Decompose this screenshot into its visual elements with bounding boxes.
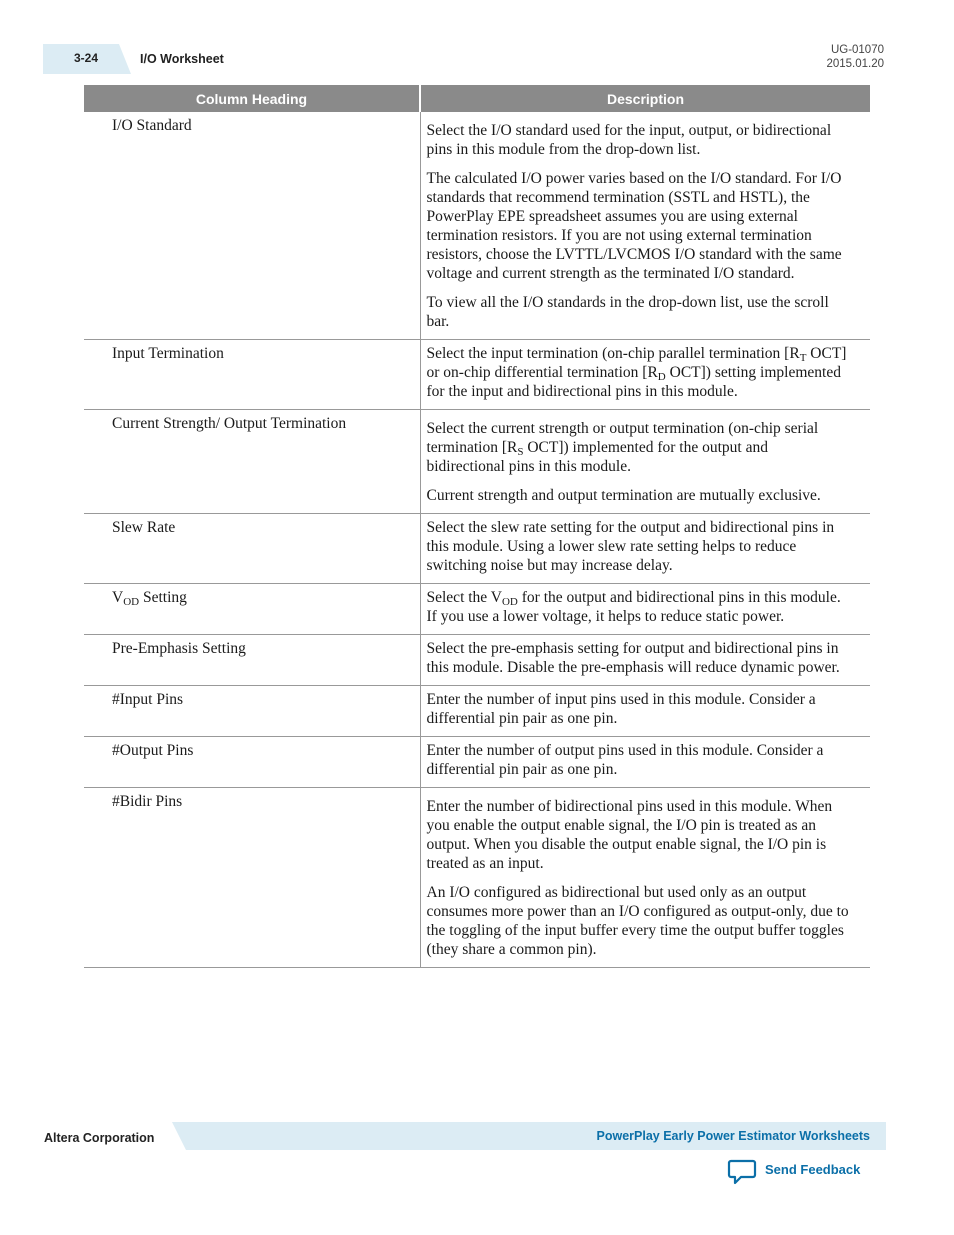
doc-id: UG-01070 xyxy=(830,44,884,56)
doc-info xyxy=(826,43,884,71)
description-paragraph: Select the I/O standard used for the input, output, or bidirectional pins in this module from the drop-down list. xyxy=(426,122,832,158)
io-worksheet-table xyxy=(84,85,870,968)
page-number: 3-24 xyxy=(74,51,99,65)
table-row xyxy=(84,112,870,340)
row-description xyxy=(420,340,870,410)
description-paragraph: An I/O configured as bidirectional but used only as an output consumes more power than an I/O configured as output-only, due to the toggling of the input buffer every time the output buffer toggles (they share a common pin). xyxy=(426,884,849,958)
table-row xyxy=(84,584,870,635)
row-description xyxy=(420,686,870,737)
table-row xyxy=(84,635,870,686)
row-heading: #Input Pins xyxy=(84,686,420,737)
row-description xyxy=(420,788,870,968)
description-paragraph: Select the slew rate setting for the output and bidirectional pins in this module. Using a lower slew rate setting helps to reduce switching noise but may increase delay. xyxy=(426,519,835,574)
table-row xyxy=(84,686,870,737)
description-paragraph: Select the pre-emphasis setting for output and bidirectional pins in this module. Disable the pre-emphasis will reduce dynamic power. xyxy=(426,640,840,676)
description-paragraph: The calculated I/O power varies based on the I/O standard. For I/O standards that recommend termination (SSTL and HSTL), the PowerPlay EPE spreadsheet assumes you are using external termination resistors. If you are not using external termination resistors, choose the LVTTL/LVCMOS I/O standard with the same voltage and current strength as the terminated I/O standard. xyxy=(426,170,842,282)
table-row xyxy=(84,340,870,410)
row-heading: Input Termination xyxy=(84,340,420,410)
send-feedback-label: Send Feedback xyxy=(765,1161,861,1177)
column-header-description: Description xyxy=(420,85,870,112)
description-paragraph: Select the current strength or output termination (on-chip serial termination [$R_S$ OCT]) implemented for the output and bidirectional pins in this module. xyxy=(426,420,819,475)
table-row xyxy=(84,410,870,514)
description-paragraph: Enter the number of input pins used in this module. Consider a differential pin pair as one pin. xyxy=(426,691,816,727)
doc-date: 2015.01.20 xyxy=(826,58,884,70)
row-heading: Pre-Emphasis Setting xyxy=(84,635,420,686)
description-paragraph: Enter the number of output pins used in this module. Consider a differential pin pair as one pin. xyxy=(426,742,824,778)
table-row xyxy=(84,737,870,788)
row-heading: Slew Rate xyxy=(84,514,420,584)
description-paragraph: Select the $V_{OD}$ for the output and bidirectional pins in this module. If you use a lower voltage, it helps to reduce static power. xyxy=(426,589,841,625)
row-description xyxy=(420,112,870,340)
section-title: I/O Worksheet xyxy=(140,52,224,66)
row-description xyxy=(420,584,870,635)
company-name: Altera Corporation xyxy=(44,1131,155,1145)
column-header-heading: Column Heading xyxy=(84,85,420,112)
row-heading: $V_{OD}$ Setting xyxy=(84,584,420,635)
send-feedback-button[interactable] xyxy=(727,1158,860,1186)
table-row xyxy=(84,788,870,968)
speech-bubble-icon xyxy=(727,1158,757,1186)
row-heading: #Output Pins xyxy=(84,737,420,788)
row-description xyxy=(420,737,870,788)
table-row xyxy=(84,514,870,584)
row-description xyxy=(420,514,870,584)
description-paragraph: To view all the I/O standards in the drop-down list, use the scroll bar. xyxy=(426,294,829,330)
book-title-link[interactable]: PowerPlay Early Power Estimator Worksheets xyxy=(596,1129,870,1143)
description-paragraph: Enter the number of bidirectional pins used in this module. When you enable the output enable signal, the I/O pin is treated as an output. When you disable the output enable signal, the I/O pin is treated as an input. xyxy=(426,798,833,872)
description-paragraph: Select the input termination (on-chip parallel termination [$R_T$ OCT] or on-chip differential termination [$R_D$ OCT]) setting implemented for the input and bidirectional pins in this module. xyxy=(426,345,847,400)
row-heading: Current Strength/ Output Termination xyxy=(84,410,420,514)
table-header-row xyxy=(84,85,870,112)
description-paragraph: Current strength and output termination are mutually exclusive. xyxy=(426,487,821,504)
row-heading: #Bidir Pins xyxy=(84,788,420,968)
row-description xyxy=(420,635,870,686)
row-heading: I/O Standard xyxy=(84,112,420,340)
row-description xyxy=(420,410,870,514)
